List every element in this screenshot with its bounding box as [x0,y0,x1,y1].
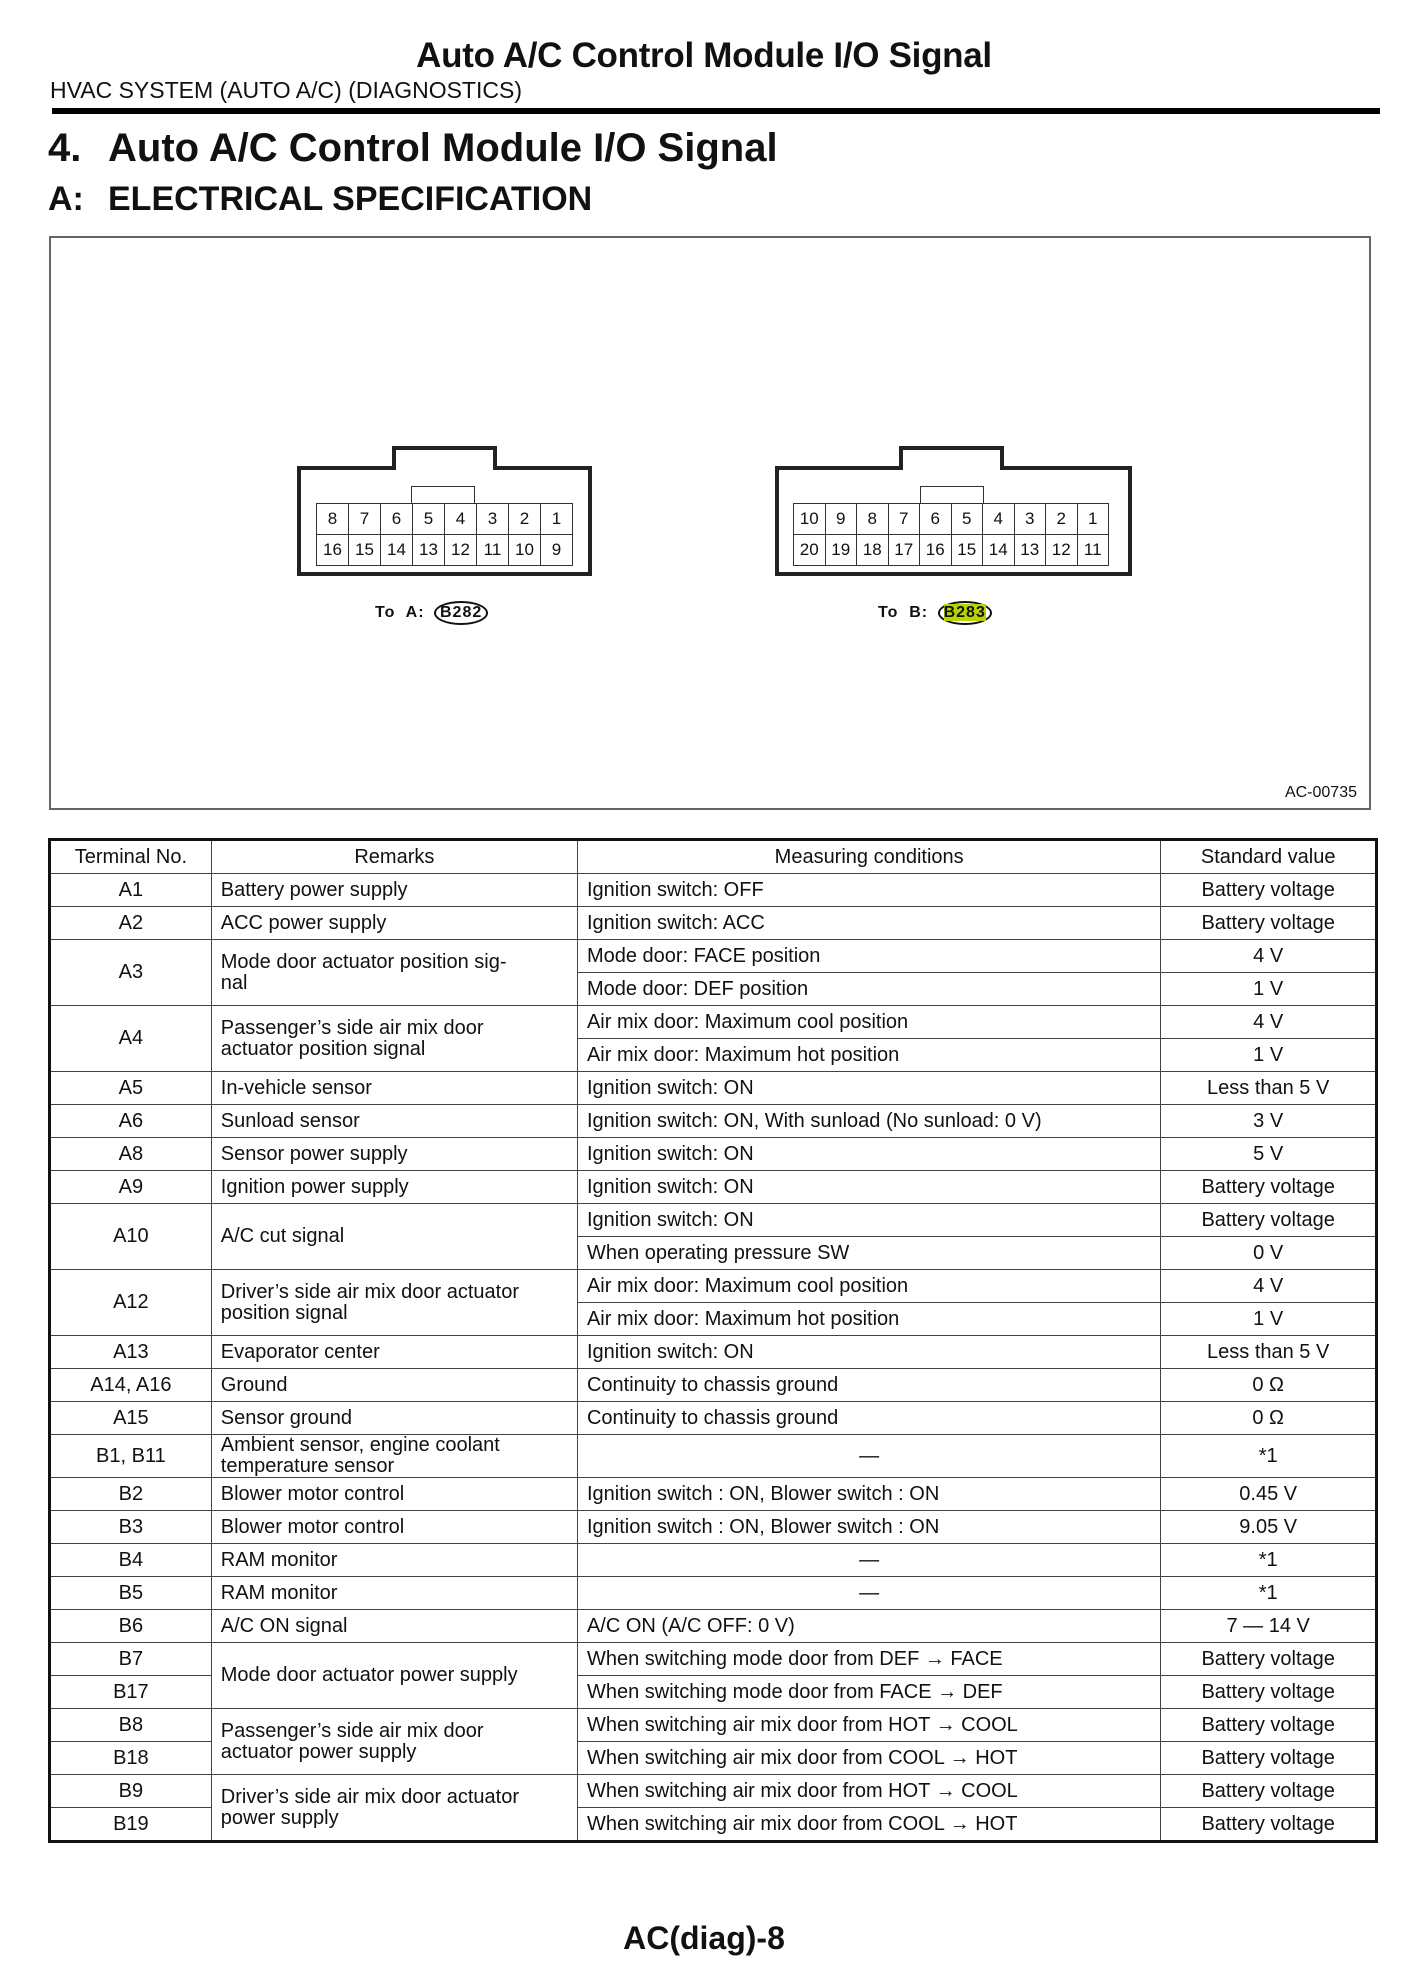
condition-cell: When operating pressure SW [577,1237,1160,1270]
terminal-cell: A12 [50,1270,212,1336]
terminal-cell: A3 [50,940,212,1006]
connector-pin: 15 [349,535,381,566]
connector-pin: 10 [509,535,541,566]
subsection-letter: A: [48,180,84,218]
table-row [50,1402,1377,1435]
connector-pin: 8 [317,504,349,535]
remarks-line: temperature sensor [220,1455,395,1477]
connector-pin: 14 [983,535,1015,566]
standard-value-cell: 7 — 14 V [1161,1610,1377,1643]
terminal-cell: B2 [50,1478,212,1511]
connector-pin: 1 [1078,504,1110,535]
connector-pin: 11 [477,535,509,566]
table-row [50,1643,1377,1676]
remarks-line: Mode door actuator position sig- [220,950,507,973]
connector-pin: 13 [413,535,445,566]
section-heading [48,126,778,171]
table-row [50,1577,1377,1610]
terminal-cell: A2 [50,907,212,940]
connector-figure [49,236,1371,810]
connector-b-label: To B: B283 [878,601,992,625]
connector-pin: 3 [1015,504,1047,535]
connector-pin: 6 [920,504,952,535]
terminal-cell: A5 [50,1072,212,1105]
io-signal-table [48,838,1378,1843]
column-header-conditions: Measuring conditions [577,840,1160,874]
standard-value-cell: Battery voltage [1161,1676,1377,1709]
connector-pin: 18 [857,535,889,566]
standard-value-cell: Battery voltage [1161,1808,1377,1842]
connector-pin: 7 [349,504,381,535]
remarks-cell: Blower motor control [211,1511,577,1544]
table-row [50,1544,1377,1577]
table-row [50,1435,1377,1478]
remarks-line: Driver’s side air mix door actuator [220,1280,520,1303]
condition-cell: Continuity to chassis ground [577,1369,1160,1402]
condition-cell: When switching air mix door from COOL → HOT [577,1808,1160,1842]
figure-id: AC-00735 [1284,784,1357,801]
table-row [50,1709,1377,1742]
table-row [50,907,1377,940]
condition-cell: Mode door: FACE position [577,940,1160,973]
terminal-cell: B9 [50,1775,212,1808]
terminal-cell: B6 [50,1610,212,1643]
condition-cell: When switching mode door from FACE → DEF [577,1676,1160,1709]
connector-pin: 13 [1015,535,1047,566]
condition-cell: Air mix door: Maximum cool position [577,1270,1160,1303]
remarks-cell: Battery power supply [211,874,577,907]
terminal-cell: A14, A16 [50,1369,212,1402]
condition-cell: Ignition switch: ON [577,1171,1160,1204]
condition-cell: Ignition switch: ON [577,1336,1160,1369]
condition-cell: — [577,1435,1160,1478]
terminal-cell: A9 [50,1171,212,1204]
table-row [50,874,1377,907]
standard-value-cell: Less than 5 V [1161,1072,1377,1105]
connector-pin: 9 [826,504,858,535]
remarks-line: power supply [220,1806,339,1829]
table-row [50,1072,1377,1105]
remarks-line: Ambient sensor, engine coolant [220,1434,500,1456]
remarks-cell: RAM monitor [211,1544,577,1577]
remarks-cell: Evaporator center [211,1336,577,1369]
standard-value-cell: Battery voltage [1161,1643,1377,1676]
standard-value-cell: 0 V [1161,1237,1377,1270]
terminal-cell: B18 [50,1742,212,1775]
remarks-cell: Ground [211,1369,577,1402]
connector-pin: 16 [317,535,349,566]
connector-a-label: To A: B282 [375,601,488,625]
condition-cell: Ignition switch: ON, With sunload (No sunload: 0 V) [577,1105,1160,1138]
connector-pin: 11 [1078,535,1110,566]
remarks-cell [211,940,577,1006]
condition-cell: Ignition switch: ACC [577,907,1160,940]
connector-pin: 5 [413,504,445,535]
condition-cell: Mode door: DEF position [577,973,1160,1006]
condition-cell: Ignition switch: ON [577,1072,1160,1105]
condition-cell: Ignition switch: ON [577,1138,1160,1171]
terminal-cell: A10 [50,1204,212,1270]
page-label: AC(diag)-8 [623,1920,785,1956]
connector-pin: 17 [889,535,921,566]
standard-value-cell: 1 V [1161,1303,1377,1336]
standard-value-cell: Battery voltage [1161,874,1377,907]
remarks-cell: Ignition power supply [211,1171,577,1204]
standard-value-cell: 4 V [1161,1006,1377,1039]
connector-pin: 7 [889,504,921,535]
remarks-line: nal [220,971,248,994]
connector-pin: 12 [1046,535,1078,566]
terminal-cell: A6 [50,1105,212,1138]
connector-pin: 3 [477,504,509,535]
remarks-cell: A/C cut signal [211,1204,577,1270]
condition-cell: Air mix door: Maximum hot position [577,1039,1160,1072]
table-row [50,1138,1377,1171]
standard-value-cell: 0.45 V [1161,1478,1377,1511]
standard-value-cell: 0 Ω [1161,1402,1377,1435]
standard-value-cell: Battery voltage [1161,907,1377,940]
condition-cell: When switching air mix door from COOL → HOT [577,1742,1160,1775]
condition-cell: A/C ON (A/C OFF: 0 V) [577,1610,1160,1643]
table-row [50,1610,1377,1643]
remarks-line: Driver’s side air mix door actuator [220,1785,520,1808]
standard-value-cell: 1 V [1161,973,1377,1006]
connector-pin: 14 [381,535,413,566]
standard-value-cell: Battery voltage [1161,1742,1377,1775]
terminal-cell: B17 [50,1676,212,1709]
connector-pin: 10 [794,504,826,535]
remarks-cell [211,1006,577,1072]
remarks-cell [211,1775,577,1842]
condition-cell: — [577,1577,1160,1610]
standard-value-cell: Battery voltage [1161,1204,1377,1237]
connector-pin: 20 [794,535,826,566]
table-row [50,940,1377,973]
standard-value-cell: Battery voltage [1161,1709,1377,1742]
terminal-cell: A8 [50,1138,212,1171]
connector-b-pins [793,503,1109,566]
condition-cell: Air mix door: Maximum cool position [577,1006,1160,1039]
condition-cell: Continuity to chassis ground [577,1402,1160,1435]
remarks-cell [211,1435,577,1478]
terminal-cell: B1, B11 [50,1435,212,1478]
remarks-line: actuator position signal [220,1037,426,1060]
terminal-cell: B7 [50,1643,212,1676]
section-title: Auto A/C Control Module I/O Signal [108,126,778,170]
remarks-cell [211,1270,577,1336]
remarks-cell: Mode door actuator power supply [211,1643,577,1709]
table-row [50,1105,1377,1138]
condition-cell: Ignition switch: OFF [577,874,1160,907]
header-rule [52,108,1380,114]
connector-a-key [411,486,475,504]
remarks-cell: A/C ON signal [211,1610,577,1643]
condition-cell: When switching air mix door from HOT → COOL [577,1709,1160,1742]
connector-pin: 5 [952,504,984,535]
connector-pin: 4 [445,504,477,535]
connector-pin: 15 [952,535,984,566]
remarks-line: actuator power supply [220,1740,417,1763]
terminal-cell: B19 [50,1808,212,1842]
standard-value-cell: 5 V [1161,1138,1377,1171]
terminal-cell: B3 [50,1511,212,1544]
remarks-cell: Sensor ground [211,1402,577,1435]
running-title: Auto A/C Control Module I/O Signal [416,36,992,75]
remarks-cell: ACC power supply [211,907,577,940]
terminal-cell: B4 [50,1544,212,1577]
section-number: 4. [48,126,82,170]
connector-pin: 8 [857,504,889,535]
table-header-row [50,840,1377,874]
terminal-cell: B5 [50,1577,212,1610]
standard-value-cell: 4 V [1161,940,1377,973]
remarks-cell [211,1709,577,1775]
standard-value-cell: 1 V [1161,1039,1377,1072]
condition-cell: Ignition switch : ON, Blower switch : ON [577,1478,1160,1511]
connector-pin: 2 [1046,504,1078,535]
connector-b-key [920,486,984,504]
condition-cell: Ignition switch : ON, Blower switch : ON [577,1511,1160,1544]
column-header-standard-value: Standard value [1161,840,1377,874]
standard-value-cell: 0 Ω [1161,1369,1377,1402]
remarks-line: position signal [220,1301,348,1324]
column-header-terminal: Terminal No. [50,840,212,874]
standard-value-cell: 4 V [1161,1270,1377,1303]
connector-pin: 2 [509,504,541,535]
subsection-title: ELECTRICAL SPECIFICATION [108,180,593,218]
remarks-cell: Sunload sensor [211,1105,577,1138]
remarks-cell: Blower motor control [211,1478,577,1511]
table-row [50,1775,1377,1808]
terminal-cell: B8 [50,1709,212,1742]
table-row [50,1270,1377,1303]
connector-pin: 1 [541,504,573,535]
column-header-remarks: Remarks [211,840,577,874]
condition-cell: Air mix door: Maximum hot position [577,1303,1160,1336]
section-path: HVAC SYSTEM (AUTO A/C) (DIAGNOSTICS) [50,77,522,103]
table-row [50,1511,1377,1544]
standard-value-cell: *1 [1161,1435,1377,1478]
table-row [50,1478,1377,1511]
standard-value-cell: *1 [1161,1544,1377,1577]
remarks-cell: RAM monitor [211,1577,577,1610]
terminal-cell: A4 [50,1006,212,1072]
table-row [50,1171,1377,1204]
condition-cell: — [577,1544,1160,1577]
standard-value-cell: Less than 5 V [1161,1336,1377,1369]
terminal-cell: A13 [50,1336,212,1369]
standard-value-cell: Battery voltage [1161,1171,1377,1204]
connector-pin: 6 [381,504,413,535]
table-row [50,1369,1377,1402]
condition-cell: Ignition switch: ON [577,1204,1160,1237]
remarks-line: Passenger’s side air mix door [220,1719,484,1742]
terminal-cell: A1 [50,874,212,907]
remarks-cell: In-vehicle sensor [211,1072,577,1105]
connector-b-code: B283 [938,601,992,625]
connector-pin: 4 [983,504,1015,535]
remarks-cell: Sensor power supply [211,1138,577,1171]
condition-cell: When switching mode door from DEF → FACE [577,1643,1160,1676]
standard-value-cell: Battery voltage [1161,1775,1377,1808]
subsection-heading [48,180,592,219]
table-row [50,1204,1377,1237]
connector-pin: 9 [541,535,573,566]
standard-value-cell: 9.05 V [1161,1511,1377,1544]
terminal-cell: A15 [50,1402,212,1435]
remarks-line: Passenger’s side air mix door [220,1016,484,1039]
standard-value-cell: *1 [1161,1577,1377,1610]
connector-pin: 19 [826,535,858,566]
condition-cell: When switching air mix door from HOT → COOL [577,1775,1160,1808]
standard-value-cell: 3 V [1161,1105,1377,1138]
connector-a-pins [316,503,573,566]
table-row [50,1006,1377,1039]
table-row [50,1336,1377,1369]
connector-pin: 16 [920,535,952,566]
connector-a-code: B282 [434,601,488,625]
connector-pin: 12 [445,535,477,566]
